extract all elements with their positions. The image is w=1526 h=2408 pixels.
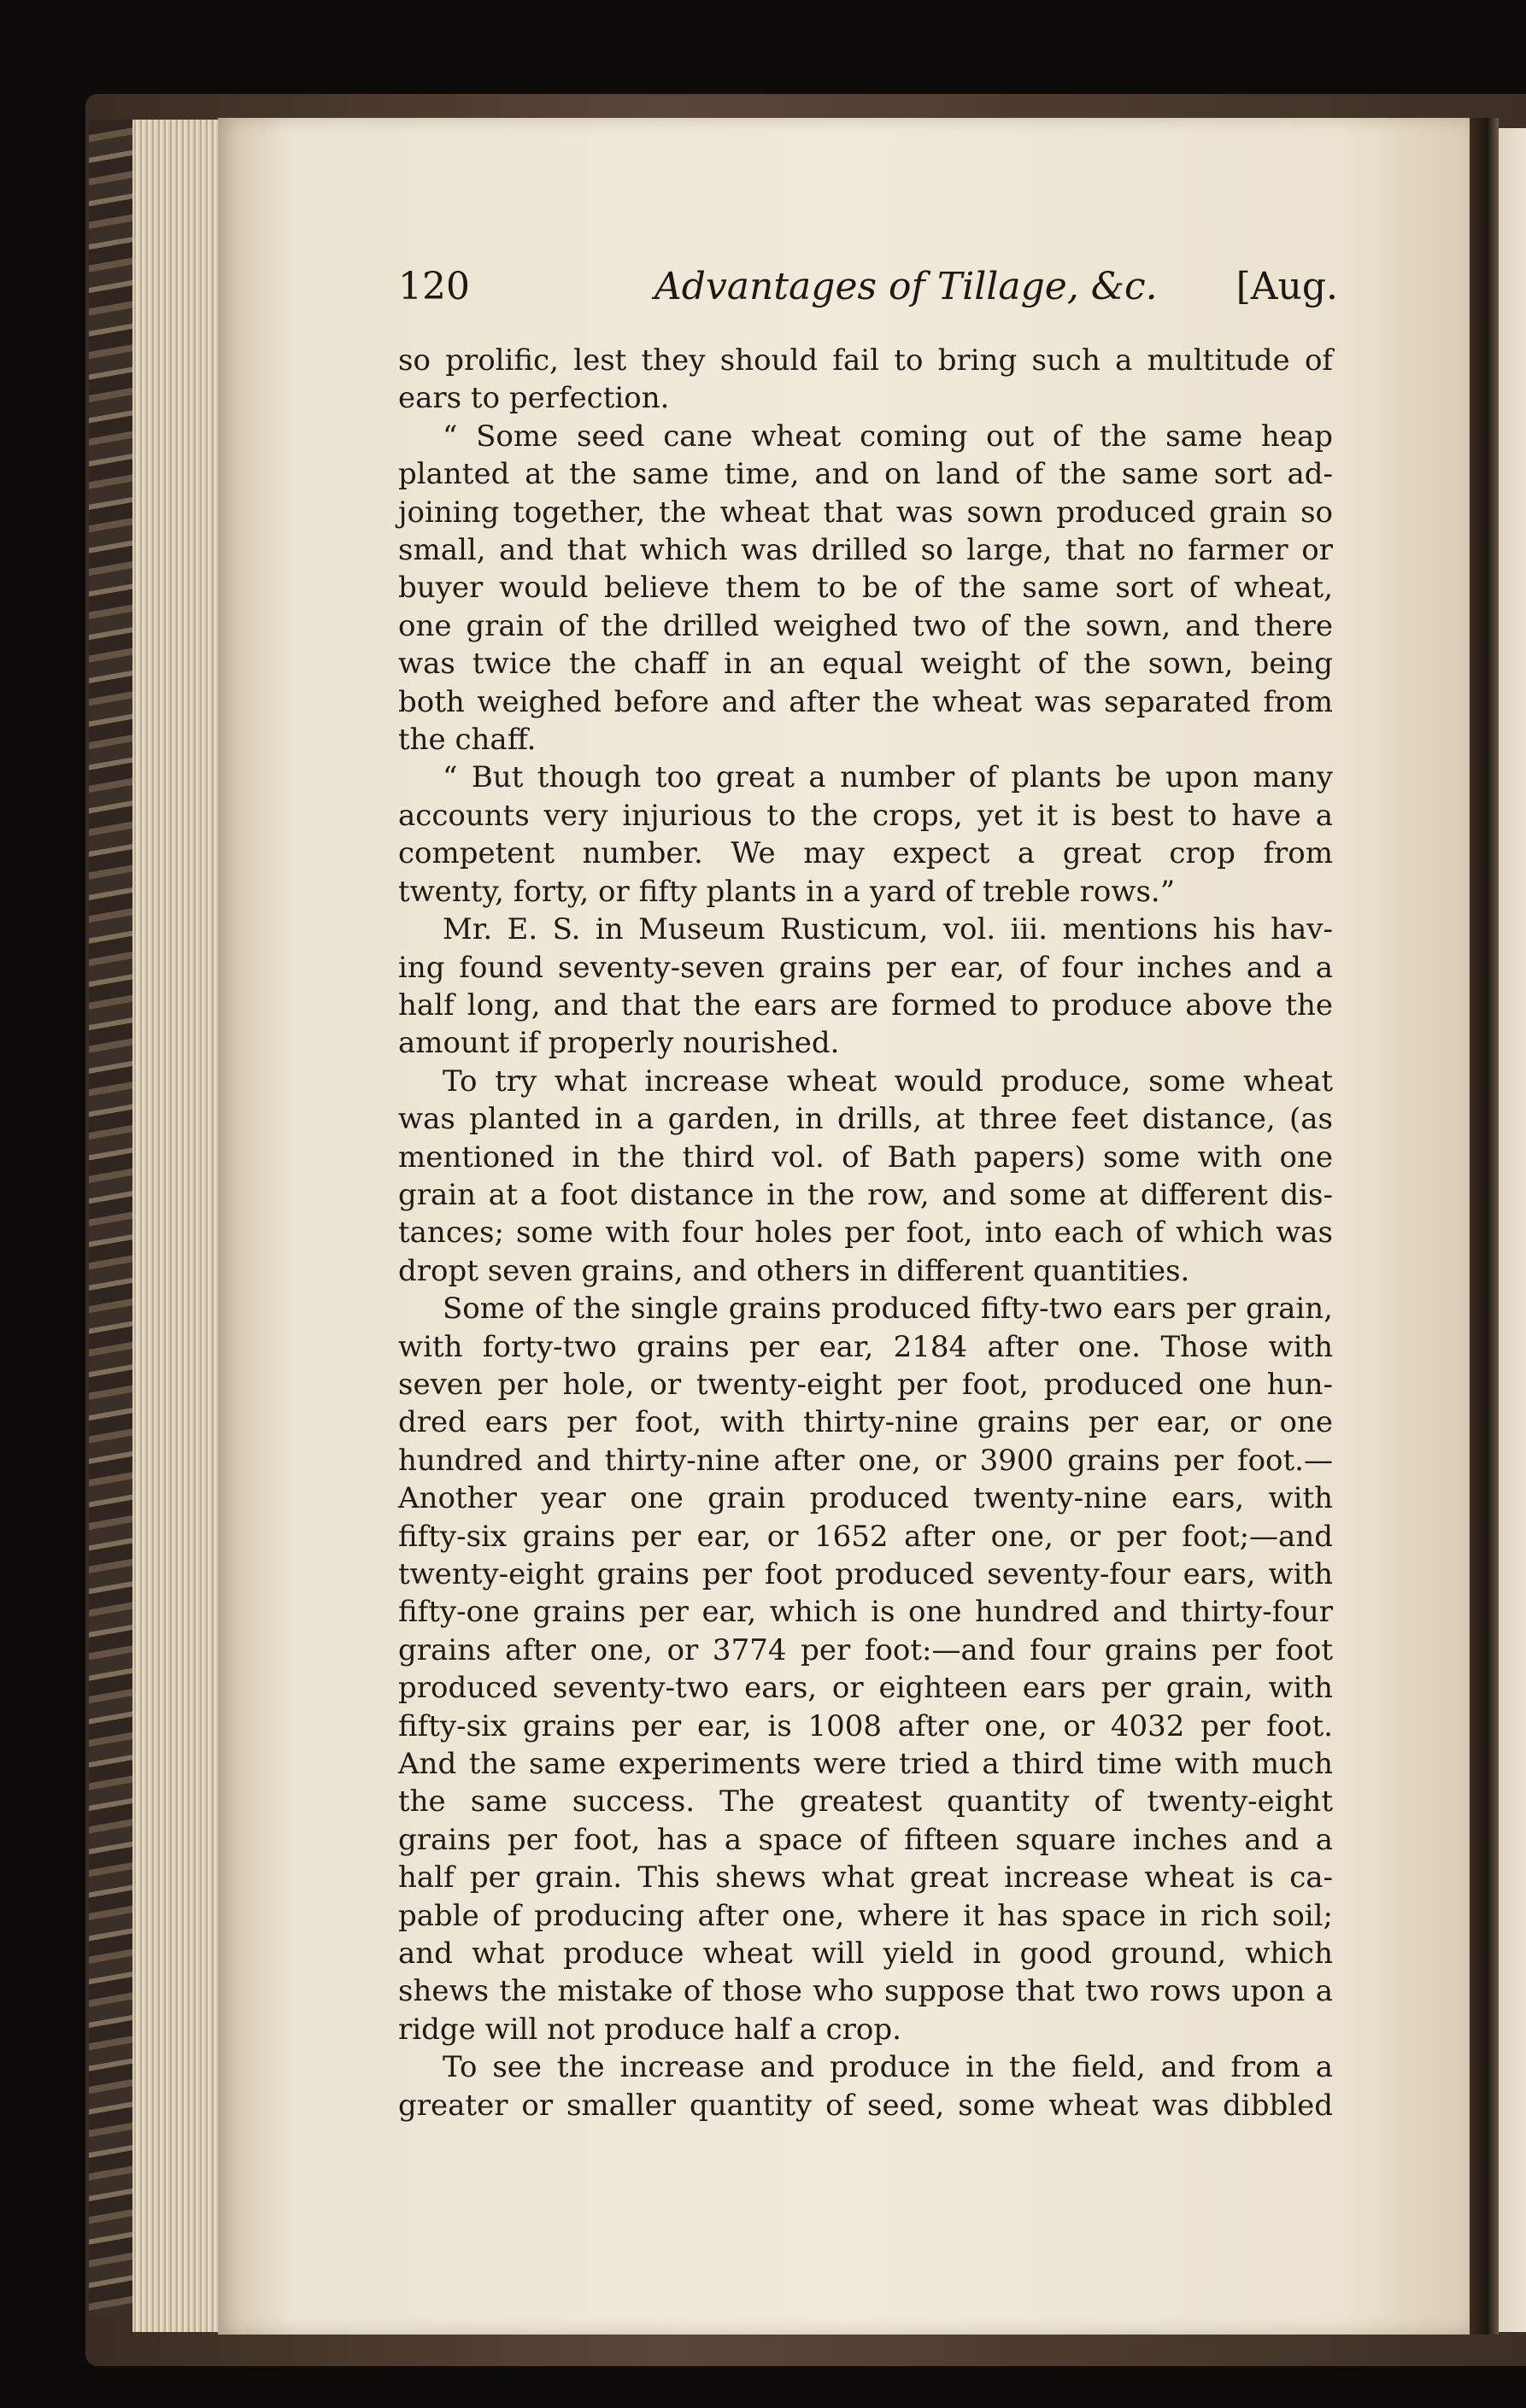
running-month: [Aug. — [1235, 265, 1338, 308]
text-line: planted at the same time, and on land of the same sort ad- — [398, 457, 1333, 492]
text-line: tances; some with four holes per foot, into each of which was — [398, 1216, 1333, 1251]
text-line: was planted in a garden, in drills, at three feet distance, (as — [398, 1102, 1333, 1137]
text-line: small, and that which was drilled so large, that no farmer or — [398, 533, 1333, 568]
text-line: and what produce wheat will yield in good ground, which — [398, 1936, 1333, 1972]
text-line: Mr. E. S. in Museum Rusticum, vol. iii. mentions his hav- — [443, 912, 1333, 947]
text-line: “ But though too great a number of plants be upon many — [443, 760, 1333, 795]
text-line: half per grain. This shews what great increase wheat is ca- — [398, 1860, 1333, 1895]
text-line: joining together, the wheat that was sown produced grain so — [398, 495, 1333, 530]
body-text — [398, 342, 1333, 2124]
text-line: twenty-eight grains per foot produced seventy-four ears, with — [398, 1557, 1333, 1591]
text-line: with forty-two grains per ear, 2184 after one. Those with — [398, 1329, 1333, 1364]
text-line: amount if properly nourished. — [398, 1026, 840, 1061]
text-line: ing found seventy-seven grains per ear, of four inches and a — [398, 950, 1333, 985]
text-line: To see the increase and produce in the field, and from a — [443, 2050, 1333, 2085]
text-line: so prolific, lest they should fail to bring such a multitude of — [398, 343, 1333, 378]
page-number: 120 — [398, 265, 470, 308]
text-line: Another year one grain produced twenty-nine ears, with — [398, 1481, 1333, 1516]
text-line: shews the mistake of those who suppose that two rows upon a — [398, 1974, 1333, 2009]
text-line: And the same experiments were tried a third time with much — [398, 1747, 1333, 1782]
text-line: hundred and thirty-nine after one, or 3900 grains per foot.— — [398, 1443, 1333, 1478]
text-line: greater or smaller quantity of seed, some wheat was dibbled — [398, 2088, 1333, 2123]
text-line: fifty-one grains per ear, which is one hundred and thirty-four — [398, 1595, 1333, 1630]
text-line: one grain of the drilled weighed two of the sown, and there — [398, 608, 1333, 643]
text-line: accounts very injurious to the crops, yet it is best to have a — [398, 798, 1333, 833]
text-line: dred ears per foot, with thirty-nine grains per ear, or one — [398, 1405, 1333, 1440]
text-line: grains after one, or 3774 per foot:—and four grains per foot — [398, 1632, 1333, 1667]
text-line: twenty, forty, or fifty plants in a yard of treble rows.” — [398, 874, 1176, 909]
text-line: was twice the chaff in an equal weight of the sown, being — [398, 647, 1333, 682]
text-line: mentioned in the third vol. of Bath papers) some with one — [398, 1140, 1333, 1175]
text-line: buyer would believe them to be of the same sort of wheat, — [398, 571, 1333, 606]
text-line: “ Some seed cane wheat coming out of the same heap — [443, 419, 1333, 454]
text-line: Some of the single grains produced fifty-two ears per grain, — [443, 1292, 1333, 1327]
text-line: the chaff. — [398, 723, 537, 758]
text-line: fifty-six grains per ear, is 1008 after one, or 4032 per foot. — [398, 1708, 1333, 1743]
text-line: ears to perfection. — [398, 381, 670, 416]
text-line: grains per foot, has a space of fifteen square inches and a — [398, 1822, 1333, 1857]
book-gutter — [1470, 118, 1499, 2335]
text-line: half long, and that the ears are formed to produce above the — [398, 987, 1333, 1022]
text-line: produced seventy-two ears, or eighteen ears per grain, with — [398, 1671, 1333, 1706]
running-header — [398, 265, 1338, 316]
text-line: dropt seven grains, and others in different quantities. — [398, 1253, 1190, 1288]
text-line: pable of producing after one, where it has space in rich soil; — [398, 1898, 1333, 1933]
text-line: competent number. We may expect a great crop from — [398, 836, 1333, 871]
running-title: Advantages of Tillage, &c. — [654, 265, 1158, 308]
text-line: fifty-six grains per ear, or 1652 after one, or per foot;—and — [398, 1519, 1333, 1554]
text-line: both weighed before and after the wheat was separated from — [398, 684, 1333, 719]
text-line: the same success. The greatest quantity of twenty-eight — [398, 1784, 1333, 1819]
text-line: grain at a foot distance in the row, and some at different dis- — [398, 1177, 1333, 1212]
page-edges — [132, 120, 226, 2332]
text-line: ridge will not produce half a crop. — [398, 2012, 901, 2047]
text-line: To try what increase wheat would produce, some wheat — [443, 1063, 1333, 1099]
text-line: seven per hole, or twenty-eight per foot, produced one hun- — [398, 1367, 1333, 1402]
